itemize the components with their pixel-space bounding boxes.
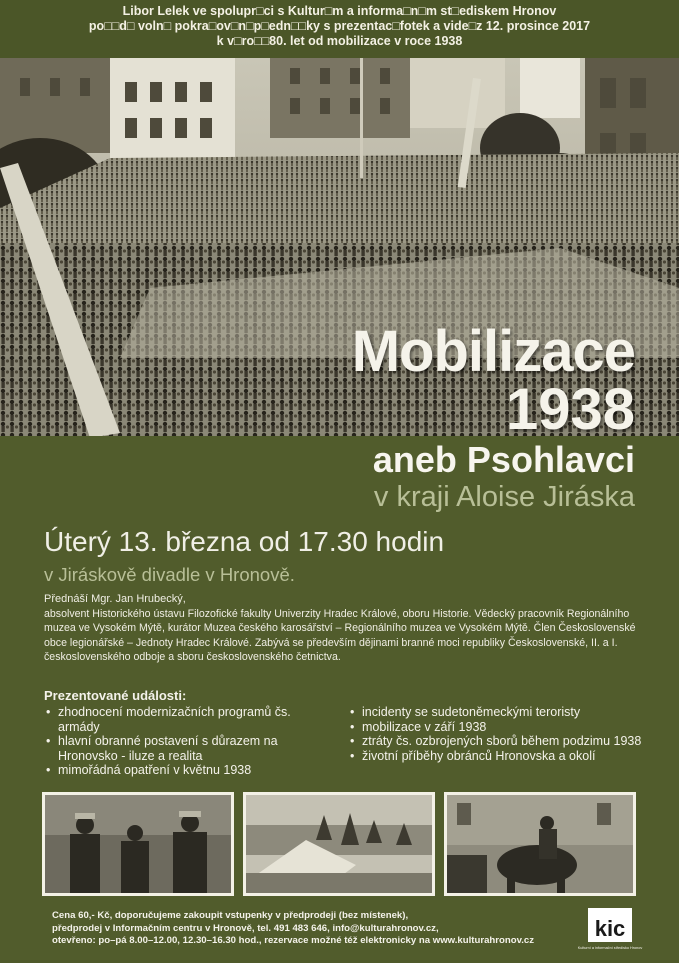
- title-line-mobilizace: Mobilizace: [351, 319, 635, 384]
- event-date: Úterý 13. března od 17.30 hodin: [44, 526, 445, 557]
- list-item: • incidenty se sudetoněmeckými teroristy: [348, 705, 648, 720]
- speaker-bio: absolvent Historického ústavu Filozofické fakulty Univerzity Hradec Králové, oboru Historie. Vědecký pracovník Regionálního muzea ve Vysokém Mýtě, kurátor Muzea českého karosářství – Regionálního muzea ve Vysokém Mýtě. Člen Československé obce legionářské – Jednoty Hradec Králové. Zabývá se především dějinami branné moci republiky Československé, II. a I. československého odboje a sboru československého četnictva.: [44, 607, 636, 663]
- photo-officers: [42, 792, 234, 896]
- footer-hours: otevřeno: po–pá 8.00–12.00, 12.30–16.30 hod., rezervace možné též elektronicky na www.kulturahronov.cz: [52, 935, 535, 946]
- photo-landscape-bunker: [243, 792, 435, 896]
- logo-caption: Kulturní a informační středisko Hronov: [577, 946, 643, 950]
- events-list-right: [348, 705, 648, 763]
- footer-info: [52, 910, 582, 948]
- subtitle-jirasek: v kraji Aloise Jiráska: [373, 481, 635, 513]
- organizer-header: [0, 0, 679, 58]
- speaker-lead: Přednáší Mgr. Jan Hrubecký,: [44, 593, 186, 605]
- logo-mark: kic: [594, 916, 626, 941]
- photo-horseman: [444, 792, 636, 896]
- speaker-info: [44, 592, 640, 665]
- title-line-year: 1938: [505, 377, 635, 442]
- list-item: • mobilizace v září 1938: [348, 720, 648, 735]
- list-item: • životní příběhy obránců Hronovska a okolí: [348, 749, 648, 764]
- footer-presale: předprodej v Informačním centru v Hronově, tel. 491 483 646, info@kulturahronov.cz,: [52, 922, 439, 934]
- list-item: • zhodnocení modernizačních programů čs. armády: [44, 705, 334, 734]
- subtitle-psohlavci: aneb Psohlavci: [372, 439, 635, 480]
- list-item: • mimořádná opatření v květnu 1938: [44, 763, 334, 778]
- kic-logo: [577, 906, 643, 958]
- footer-price: Cena 60,- Kč, doporučujeme zakoupit vstupenky v předprodeji (bez místenek),: [52, 910, 409, 921]
- events-heading: Prezentované události:: [44, 688, 187, 703]
- header-line-1: Libor Lelek ve spolupr□ci s Kultur□m a informa□n□m st□ediskem Hronov: [122, 4, 557, 18]
- list-item: • ztráty čs. ozbrojených sborů během podzimu 1938: [348, 734, 648, 749]
- header-line-2: po□□d□ voln□ pokra□ov□n□p□edn□□ky s prezentac□fotek a vide□z 12. prosince 2017: [88, 19, 591, 33]
- event-venue: v Jiráskově divadle v Hronově.: [44, 564, 295, 585]
- header-line-3: k v□ro□□80. let od mobilizace v roce 1938: [216, 34, 463, 48]
- events-list-left: [44, 705, 334, 778]
- list-item: • hlavní obranné postavení s důrazem na Hronovsko - iluze a realita: [44, 734, 334, 763]
